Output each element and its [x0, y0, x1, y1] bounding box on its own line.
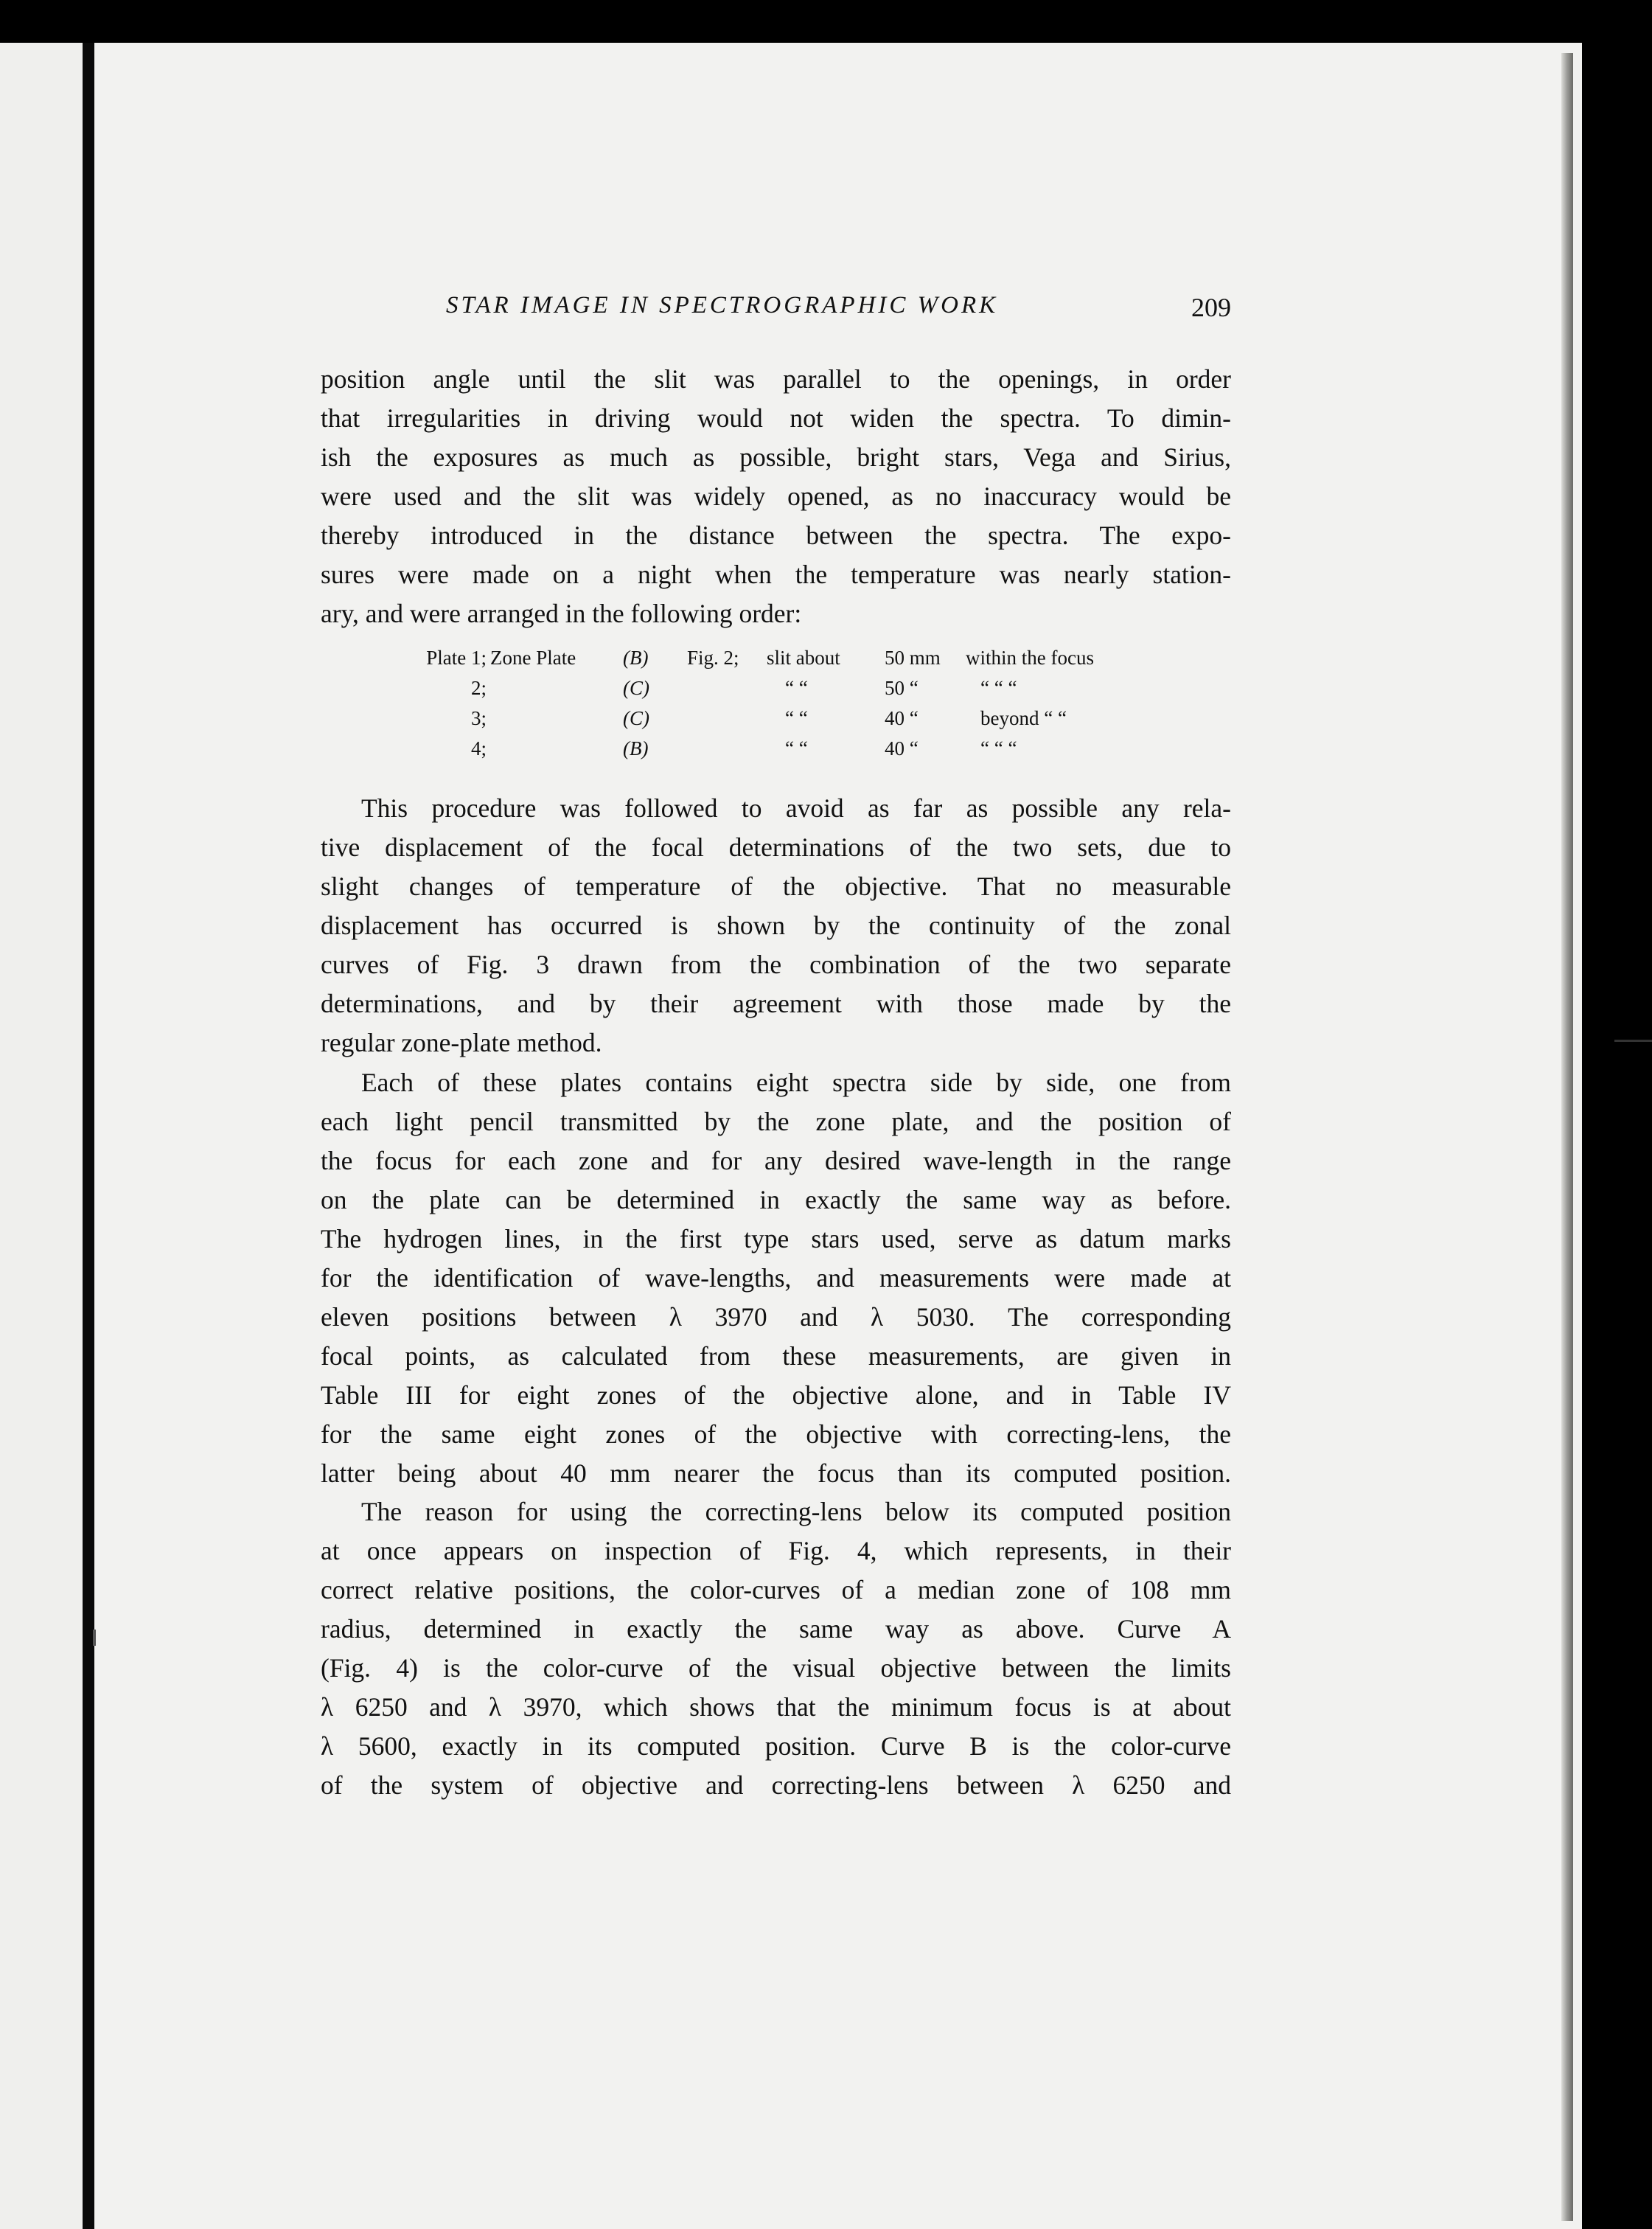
text-line: determinations, and by their agreement with those made by the — [321, 989, 1231, 1018]
text-line: displacement has occurred is shown by the continuity of the zonal — [321, 911, 1231, 940]
text-line: slight changes of temperature of the objective. That no measurable — [321, 872, 1231, 901]
position-cell: within the focus — [966, 647, 1094, 669]
fig-cell: Fig. 2; — [687, 647, 739, 669]
slit-cell: “ “ — [785, 707, 808, 729]
paragraph-intro — [321, 360, 1231, 633]
text-line: The reason for using the correcting-lens below its computed position — [361, 1497, 1231, 1526]
text-line: correct relative positions, the color-curves of a median zone of 108 mm — [321, 1575, 1231, 1604]
text-line: thereby introduced in the distance between the spectra. The expo- — [321, 521, 1231, 550]
text-line: curves of Fig. 3 drawn from the combination of the two separate — [321, 950, 1231, 979]
text-line: Table III for eight zones of the objective alone, and in Table IV — [321, 1380, 1231, 1410]
position-cell: “ “ “ — [980, 737, 1017, 759]
text-line: that irregularities in driving would not widen the spectra. To dimin- — [321, 403, 1231, 433]
paragraph-spectra — [321, 1063, 1231, 1493]
table-row — [398, 673, 1150, 703]
text-line: sures were made on a night when the temperature was nearly station- — [321, 560, 1231, 589]
text-line: the focus for each zone and for any desired wave-length in the range — [321, 1146, 1231, 1175]
slit-cell: “ “ — [785, 677, 808, 699]
text-line: for the identification of wave-lengths, and measurements were made at — [321, 1263, 1231, 1293]
text-line: regular zone-plate method. — [321, 1028, 602, 1057]
page-header — [446, 292, 1231, 336]
text-line: latter being about 40 mm nearer the focus than its computed position. — [321, 1458, 1231, 1488]
page-edge-shadow — [1561, 53, 1573, 2221]
mm-cell: 50 “ — [885, 677, 919, 699]
text-line: for the same eight zones of the objective with correcting-lens, the — [321, 1419, 1231, 1449]
margin-mark — [1614, 1040, 1652, 1055]
letter-cell: (B) — [623, 737, 649, 759]
position-cell: “ “ “ — [980, 677, 1017, 699]
slit-cell: slit about — [767, 647, 840, 669]
plates-table — [398, 643, 1150, 764]
position-cell: beyond “ “ — [980, 707, 1067, 729]
text-line: were used and the slit was widely opened, as no inaccuracy would be — [321, 481, 1231, 511]
mm-cell: 40 “ — [885, 707, 919, 729]
text-line: of the system of objective and correcting-lens between λ 6250 and — [321, 1770, 1231, 1800]
text-line: ary, and were arranged in the following order: — [321, 599, 802, 628]
text-line: each light pencil transmitted by the zone plate, and the position of — [321, 1107, 1231, 1136]
page-number: 209 — [1191, 293, 1231, 322]
plate-cell: 4; — [470, 737, 487, 759]
text-line: λ 5600, exactly in its computed position. Curve B is the color-curve — [321, 1731, 1231, 1761]
text-line: on the plate can be determined in exactly the same way as before. — [321, 1185, 1231, 1214]
text-line: ish the exposures as much as possible, bright stars, Vega and Sirius, — [321, 442, 1231, 472]
book-gutter — [83, 43, 94, 2229]
text-line: focal points, as calculated from these measurements, are given in — [321, 1341, 1231, 1371]
plate-cell: 2; — [470, 677, 487, 699]
text-line: eleven positions between λ 3970 and λ 5030. The corresponding — [321, 1302, 1231, 1332]
text-line: position angle until the slit was parallel to the openings, in order — [321, 364, 1231, 394]
zone-cell: Zone Plate — [490, 647, 576, 669]
text-line: This procedure was followed to avoid as far as possible any rela- — [361, 793, 1231, 823]
paragraph-procedure — [321, 789, 1231, 1063]
text-line: radius, determined in exactly the same way as above. Curve A — [321, 1614, 1231, 1644]
slit-cell: “ “ — [785, 737, 808, 759]
mm-cell: 40 “ — [885, 737, 919, 759]
text-line: The hydrogen lines, in the first type stars used, serve as datum marks — [321, 1224, 1231, 1253]
table-row — [398, 703, 1150, 734]
facing-page-edge — [0, 43, 94, 2229]
letter-cell: (C) — [623, 677, 649, 699]
table-row — [398, 734, 1150, 764]
letter-cell: (C) — [623, 707, 649, 729]
text-line: Each of these plates contains eight spectra side by side, one from — [361, 1068, 1231, 1097]
paragraph-correcting-lens — [321, 1492, 1231, 1805]
gutter-mark — [93, 1630, 96, 1646]
mm-cell: 50 mm — [885, 647, 941, 669]
plate-cell: 3; — [470, 707, 487, 729]
text-line: (Fig. 4) is the color-curve of the visual objective between the limits — [321, 1653, 1231, 1683]
letter-cell: (B) — [623, 647, 649, 669]
text-line: tive displacement of the focal determinations of the two sets, due to — [321, 832, 1231, 862]
table-row — [398, 643, 1150, 673]
text-line: λ 6250 and λ 3970, which shows that the minimum focus is at about — [321, 1692, 1231, 1722]
plate-cell: Plate 1; — [426, 647, 487, 669]
text-line: at once appears on inspection of Fig. 4, which represents, in their — [321, 1536, 1231, 1565]
running-head: STAR IMAGE IN SPECTROGRAPHIC WORK — [446, 292, 999, 319]
